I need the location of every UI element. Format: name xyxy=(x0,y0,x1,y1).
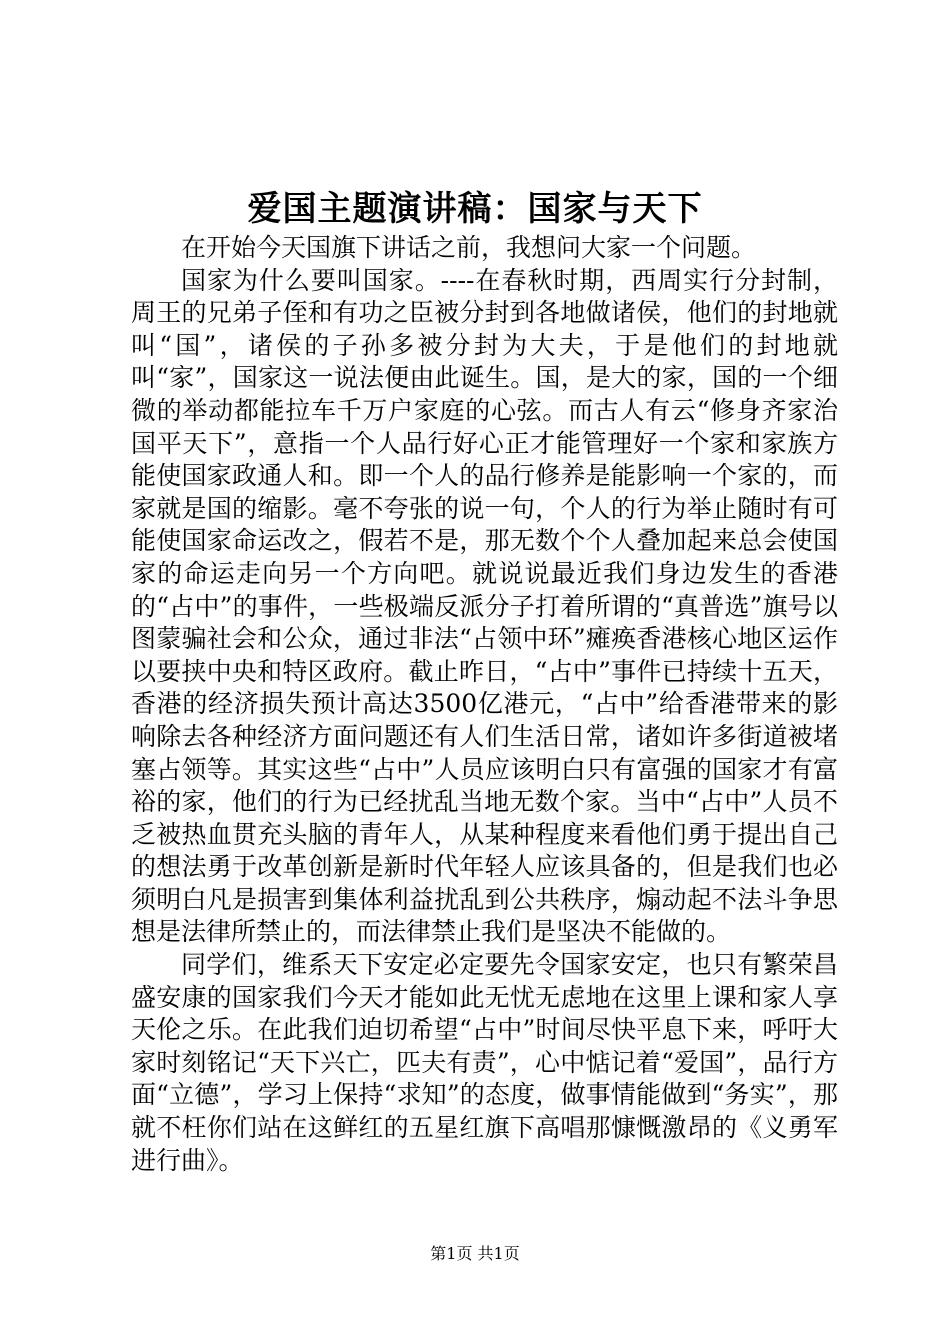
paragraph-main: 国家为什么要叫国家。----在春秋时期，西周实行分封制，周王的兄弟子侄和有功之臣被分封到各地做诸侯，他们的封地就叫“国”，诸侯的子孙多被分封为大夫，于是他们的封地就叫“家”，国家这一说法便由此诞生。国，是大的家，国的一个细微的举动都能拉车千万户家庭的心弦。而古人有云“修身齐家治国平天下”，意指一个人品行好心正才能管理好一个家和家族方能使国家政通人和。即一个人的品行修养是能影响一个家的，而家就是国的缩影。毫不夸张的说一句，个人的行为举止随时有可能使国家命运改之，假若不是，那无数个个人叠加起来总会使国家的命运走向另一个方向吧。就说说最近我们身边发生的香港的“占中”的事件，一些极端反派分子打着所谓的“真普选”旗号以图蒙骗社会和公众，通过非法“占领中环”瘫痪香港核心地区运作以要挟中央和特区政府。截止昨日，“占中”事件已持续十五天，香港的经济损失预计高达3500亿港元，“占中”给香港带来的影响除去各种经济方面问题还有人们生活日常，诸如许多街道被堵塞占领等。其实这些“占中”人员应该明白只有富强的国家才有富裕的家，他们的行为已经扰乱当地无数个家。当中“占中”人员不乏被热血贯充头脑的青年人，从某种程度来看他们勇于提出自己的想法勇于改革创新是新时代年轻人应该具备的，但是我们也必须明白凡是损害到集体利益扰乱到公共秩序，煽动起不法斗争思想是法律所禁止的，而法律禁止我们是坚决不能做的。 xyxy=(131,265,838,947)
paragraph-closing: 同学们，维系天下安定必定要先令国家安定，也只有繁荣昌盛安康的国家我们今天才能如此无忧无虑地在这里上课和家人享天伦之乐。在此我们迫切希望“占中”时间尽快平息下来，呼吁大家时刻铭记“天下兴亡，匹夫有责”，心中惦记着“爱国”，品行方面“立德”，学习上保持“求知”的态度，做事情能做到“务实”，那就不枉你们站在这鲜红的五星红旗下高唱那慷慨激昂的《义勇军进行曲》。 xyxy=(131,950,838,1175)
document-title: 爱国主题演讲稿：国家与天下 xyxy=(247,189,703,229)
paragraph-intro: 在开始今天国旗下讲话之前，我想问大家一个问题。 xyxy=(181,233,757,262)
document-body xyxy=(131,232,838,1177)
page-footer: 第1页 共1页 xyxy=(430,1244,520,1263)
